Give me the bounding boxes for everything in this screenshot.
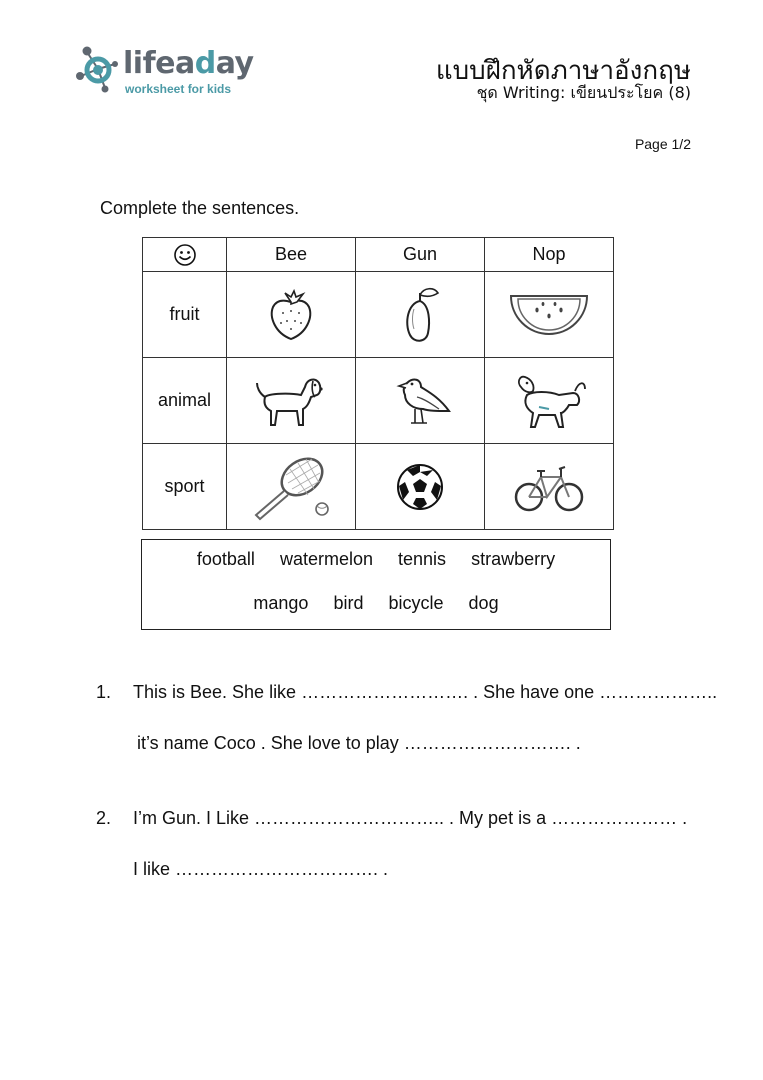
football-icon — [395, 462, 445, 512]
word-bank-line-1 — [142, 549, 610, 570]
header-cell-smiley — [143, 238, 227, 272]
instruction-text: Complete the sentences. — [100, 198, 300, 218]
column-header: Bee — [227, 238, 356, 272]
question-2-line-1: I’m Gun. I Like ………………………….. . My pet is a ………………… . — [133, 808, 688, 828]
word-bank-word: bird — [333, 593, 364, 613]
row-label: animal — [143, 358, 227, 444]
table-cell — [356, 358, 485, 444]
bicycle-icon — [513, 457, 585, 517]
brand-tagline: worksheet for kids — [125, 82, 232, 96]
brand-name: lifeaday — [123, 46, 254, 81]
table-cell — [356, 272, 485, 358]
tennis-racket-icon — [246, 451, 336, 523]
dog-icon — [251, 367, 331, 435]
word-bank-word: football — [196, 549, 255, 569]
page-title: แบบฝึกหัดภาษาอังกฤษ — [435, 56, 691, 86]
word-bank-line-2 — [142, 593, 610, 614]
dog-icon — [509, 367, 589, 435]
row-label: sport — [143, 444, 227, 530]
question-number: 2. — [96, 808, 112, 828]
page-subtitle: ชุด Writing: เขียนประโยค (8) — [476, 83, 691, 102]
word-bank-word: mango — [253, 593, 309, 613]
smiley-icon — [173, 243, 197, 267]
vocabulary-table — [142, 237, 614, 530]
column-header: Gun — [356, 238, 485, 272]
table-cell — [227, 272, 356, 358]
table-cell — [485, 444, 614, 530]
brand-logo — [75, 44, 265, 100]
question-1-line-2: it’s name Coco . She love to play ………………………. . — [137, 733, 581, 753]
word-bank-word: strawberry — [471, 549, 556, 569]
mango-icon — [390, 283, 450, 347]
question-2-line-2: I like ……………………………. . — [133, 859, 389, 879]
word-bank-word: tennis — [398, 549, 447, 569]
table-cell — [485, 272, 614, 358]
question-number: 1. — [96, 682, 112, 702]
watermelon-icon — [507, 290, 591, 340]
strawberry-icon — [261, 285, 321, 345]
table-cell — [356, 444, 485, 530]
table-cell — [227, 444, 356, 530]
word-bank-word: dog — [468, 593, 499, 613]
page-number: Page 1/2 — [634, 136, 691, 152]
molecule-logo-icon — [75, 44, 121, 94]
row-label: fruit — [143, 272, 227, 358]
table-cell — [227, 358, 356, 444]
table-cell — [485, 358, 614, 444]
word-bank — [141, 539, 611, 630]
word-bank-word: bicycle — [388, 593, 444, 613]
bird-icon — [385, 369, 455, 433]
column-header: Nop — [485, 238, 614, 272]
word-bank-word: watermelon — [279, 549, 373, 569]
question-1-line-1: This is Bee. She like ………………………. . She have one ……………….. — [133, 682, 718, 702]
